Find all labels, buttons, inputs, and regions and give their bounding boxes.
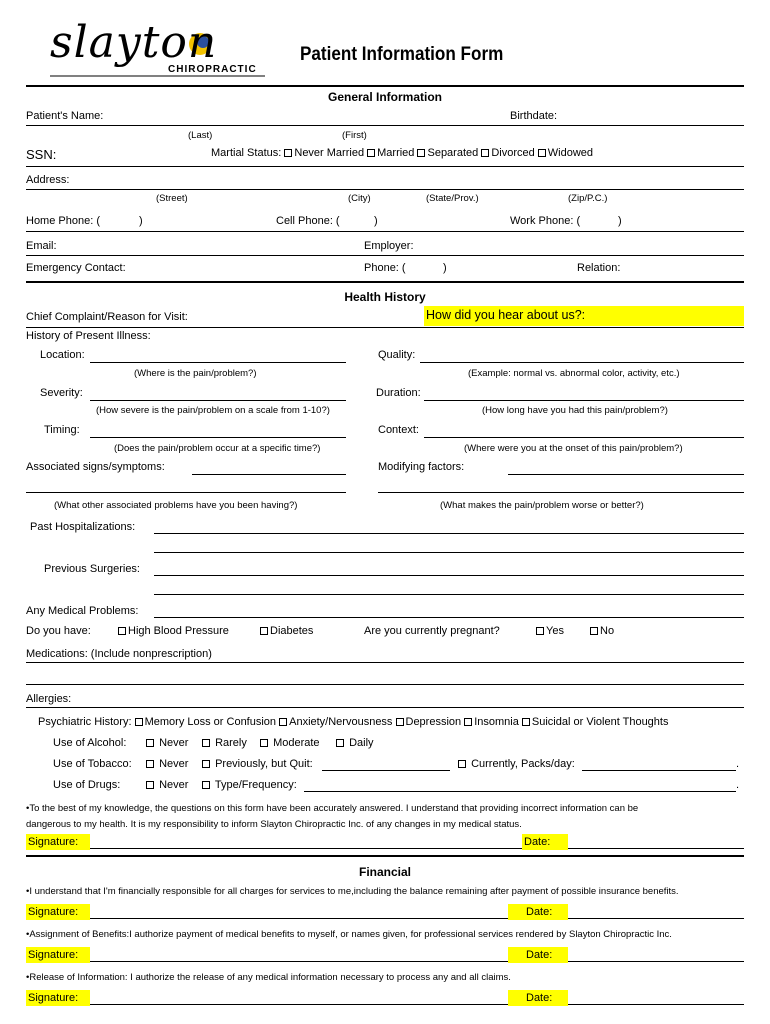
title-rule [26,85,744,87]
financial-signature-1-line[interactable] [90,918,508,919]
chief-line[interactable] [26,327,744,328]
alcohol-moderate[interactable]: Moderate [260,737,320,749]
marital-widowed[interactable]: Widowed [538,147,593,159]
financial-statement-1: •I understand that I'm financially responsible for all charges for services to me,including the balance remaining after payment of possible insurance benefits. [26,886,679,897]
health-bottom-rule [26,855,744,857]
timing-hint: (Does the pain/problem occur at a specific time?) [114,443,321,454]
timing-label: Timing: [44,424,80,436]
hosp-line-1[interactable] [154,533,744,534]
section-health: Health History [344,290,426,304]
checkbox-icon[interactable] [367,149,375,157]
medical-problems-label: Any Medical Problems: [26,605,139,617]
checkbox-icon[interactable] [118,627,126,635]
financial-signature-2-label: Signature: [26,947,90,963]
form-title: Patient Information Form [300,44,504,65]
assoc-hint: (What other associated problems have you been having?) [54,500,298,511]
duration-line[interactable] [424,400,744,401]
assoc-label: Associated signs/symptoms: [26,461,165,473]
financial-date-3-label: Date: [508,990,568,1006]
hosp-line-2[interactable] [154,552,744,553]
present-illness-label: History of Present Illness: [26,330,151,342]
tobacco-never[interactable]: Never [146,758,188,770]
duration-hint: (How long have you had this pain/problem?) [482,405,668,416]
state-hint: (State/Prov.) [426,193,479,204]
alcohol-rarely[interactable]: Rarely [202,737,247,749]
medications-line-1[interactable] [26,662,744,663]
checkbox-icon[interactable] [146,760,154,768]
zip-hint: (Zip/P.C.) [568,193,608,204]
severity-label: Severity: [40,387,83,399]
modifying-hint: (What makes the pain/problem worse or better?) [440,500,644,511]
duration-label: Duration: [376,387,421,399]
tobacco-prev-quit[interactable]: Previously, but Quit: [202,758,313,770]
attestation-line-1: •To the best of my knowledge, the questions on this form have been accurately answered. I understand that providing incorrect information can be [26,803,639,814]
financial-date-3-line[interactable] [568,1004,744,1005]
financial-statement-2: •Assignment of Benefits:I authorize payment of medical benefits to myself, or names given, for professional services rendered by Slayton Chiropractic Inc. [26,929,672,940]
medical-problems-line[interactable] [154,617,744,618]
severity-line[interactable] [90,400,346,401]
marital-never-married[interactable]: Never Married [284,147,364,159]
city-hint: (City) [348,193,371,204]
alcohol-label: Use of Alcohol: [53,737,127,749]
tobacco-packs-line[interactable] [582,770,736,771]
emergency-phone-label: Phone: ( [364,262,406,274]
checkbox-icon[interactable] [538,149,546,157]
general-bottom-rule [26,281,744,283]
quality-label: Quality: [378,349,416,361]
severity-hint: (How severe is the pain/problem on a scale from 1-10?) [96,405,330,416]
diabetes-option[interactable]: Diabetes [260,625,313,637]
checkbox-icon[interactable] [279,718,287,726]
patients-name-label: Patient's Name: [26,110,104,122]
checkbox-icon[interactable] [522,718,530,726]
attestation [26,801,638,833]
checkbox-icon[interactable] [481,149,489,157]
financial-date-2-label: Date: [508,947,568,963]
do-you-have-label: Do you have: [26,625,91,637]
context-hint: (Where were you at the onset of this pain/problem?) [464,443,683,454]
marital-status [211,147,593,159]
work-phone-label: Work Phone: ( [510,215,581,227]
checkbox-icon[interactable] [464,718,472,726]
checkbox-icon[interactable] [260,627,268,635]
modifying-label: Modifying factors: [378,461,465,473]
drugs-label: Use of Drugs: [53,779,121,791]
context-line[interactable] [424,437,744,438]
marital-divorced[interactable]: Divorced [481,147,534,159]
marital-married[interactable]: Married [367,147,414,159]
alcohol-daily[interactable]: Daily [336,737,374,749]
checkbox-icon[interactable] [202,739,210,747]
checkbox-icon[interactable] [590,627,598,635]
attestation-line-2: dangerous to my health. It is my responsibility to inform Slayton Chiropractic Inc. of any changes in my medical status. [26,819,522,830]
section-financial: Financial [358,865,411,879]
ssn-label: SSN: [26,147,57,162]
context-label: Context: [378,424,419,436]
drugs-never[interactable]: Never [146,779,188,791]
hbp-option[interactable]: High Blood Pressure [118,625,229,637]
checkbox-icon[interactable] [536,627,544,635]
employer-label: Employer: [364,240,414,252]
financial-date-2-line[interactable] [568,961,744,962]
pregnant-label: Are you currently pregnant? [364,625,500,637]
checkbox-icon[interactable] [336,739,344,747]
drugs-type[interactable]: Type/Frequency: [202,779,297,791]
financial-statement-3: •Release of Information: I authorize the release of any medical information necessary to process any and all claims. [26,972,511,983]
modifying-line-1[interactable] [508,474,744,475]
allergies-line[interactable] [26,707,744,708]
emergency-label: Emergency Contact: [26,262,126,274]
checkbox-icon[interactable] [202,781,210,789]
financial-date-1-line[interactable] [568,918,744,919]
psych-label: Psychiatric History: [38,716,132,728]
checkbox-icon[interactable] [202,760,210,768]
pregnant-no[interactable]: No [590,625,614,637]
patients-name-line[interactable] [26,125,744,126]
assoc-line-2[interactable] [26,492,346,493]
work-phone-close: ) [618,215,622,227]
medications-line-2[interactable] [26,684,744,685]
first-hint: (First) [342,130,367,141]
modifying-line-2[interactable] [378,492,744,493]
address-line[interactable] [26,189,744,190]
financial-signature-3-line[interactable] [90,1004,508,1005]
psych-depression[interactable]: Depression [396,716,462,728]
financial-signature-3-label: Signature: [26,990,90,1006]
email-label: Email: [26,240,57,252]
hear-about-us-field[interactable] [424,306,744,326]
logo-subtitle: CHIROPRACTIC [168,64,257,75]
medications-label: Medications: (Include nonprescription) [26,648,212,660]
section-general: General Information [327,90,443,104]
financial-signature-1-label: Signature: [26,904,90,920]
psych-insomnia[interactable]: Insomnia [464,716,519,728]
location-hint: (Where is the pain/problem?) [134,368,257,379]
tobacco-current[interactable]: Currently, Packs/day: [458,758,575,770]
hosp-label: Past Hospitalizations: [30,521,136,533]
cell-phone-label: Cell Phone: ( [276,215,340,227]
logo-script: slayton [50,17,218,68]
health-date-label: Date: [522,834,568,850]
financial-signature-2-line[interactable] [90,961,508,962]
emergency-phone-close: ) [443,262,447,274]
surgeries-line-2[interactable] [154,594,744,595]
quality-hint: (Example: normal vs. abnormal color, activity, etc.) [468,368,680,379]
pregnant-yes[interactable]: Yes [536,625,564,637]
street-hint: (Street) [156,193,188,204]
checkbox-icon[interactable] [135,718,143,726]
phone-line[interactable] [26,231,744,232]
quality-line[interactable] [420,362,744,363]
marital-separated[interactable]: Separated [417,147,478,159]
checkbox-icon[interactable] [146,781,154,789]
checkbox-icon[interactable] [146,739,154,747]
health-signature-label: Signature: [26,834,90,850]
email-line[interactable] [26,255,744,256]
chief-complaint-label: Chief Complaint/Reason for Visit: [26,311,188,323]
surgeries-label: Previous Surgeries: [44,563,140,575]
tobacco-label: Use of Tobacco: [53,758,132,770]
allergies-label: Allergies: [26,693,72,705]
psych-history [38,716,668,728]
home-phone-label: Home Phone: ( [26,215,100,227]
location-line[interactable] [90,362,346,363]
last-hint: (Last) [188,130,213,141]
logo [40,18,270,84]
health-date-line[interactable] [568,848,744,849]
checkbox-icon[interactable] [458,760,466,768]
home-phone-close: ) [139,215,143,227]
health-signature-line[interactable] [90,848,522,849]
cell-phone-close: ) [374,215,378,227]
birthdate-label: Birthdate: [510,110,558,122]
checkbox-icon[interactable] [260,739,268,747]
tobacco-period: . [736,758,740,770]
location-label: Location: [40,349,85,361]
financial-date-1-label: Date: [508,904,568,920]
drugs-type-line[interactable] [304,791,736,792]
relation-label: Relation: [577,262,621,274]
checkbox-icon[interactable] [284,149,292,157]
checkbox-icon[interactable] [396,718,404,726]
marital-label: Martial Status: [211,147,282,159]
timing-line[interactable] [90,437,346,438]
hear-about-us-label: How did you hear about us?: [426,308,586,322]
address-label: Address: [26,174,70,186]
ssn-line[interactable] [26,166,744,167]
psych-suicidal[interactable]: Suicidal or Violent Thoughts [522,716,669,728]
tobacco-quit-line[interactable] [322,770,450,771]
psych-anxiety[interactable]: Anxiety/Nervousness [279,716,392,728]
checkbox-icon[interactable] [417,149,425,157]
surgeries-line-1[interactable] [154,575,744,576]
drugs-period: . [736,779,740,791]
alcohol-never[interactable]: Never [146,737,188,749]
psych-memory[interactable]: Memory Loss or Confusion [135,716,276,728]
assoc-line-1[interactable] [192,474,346,475]
